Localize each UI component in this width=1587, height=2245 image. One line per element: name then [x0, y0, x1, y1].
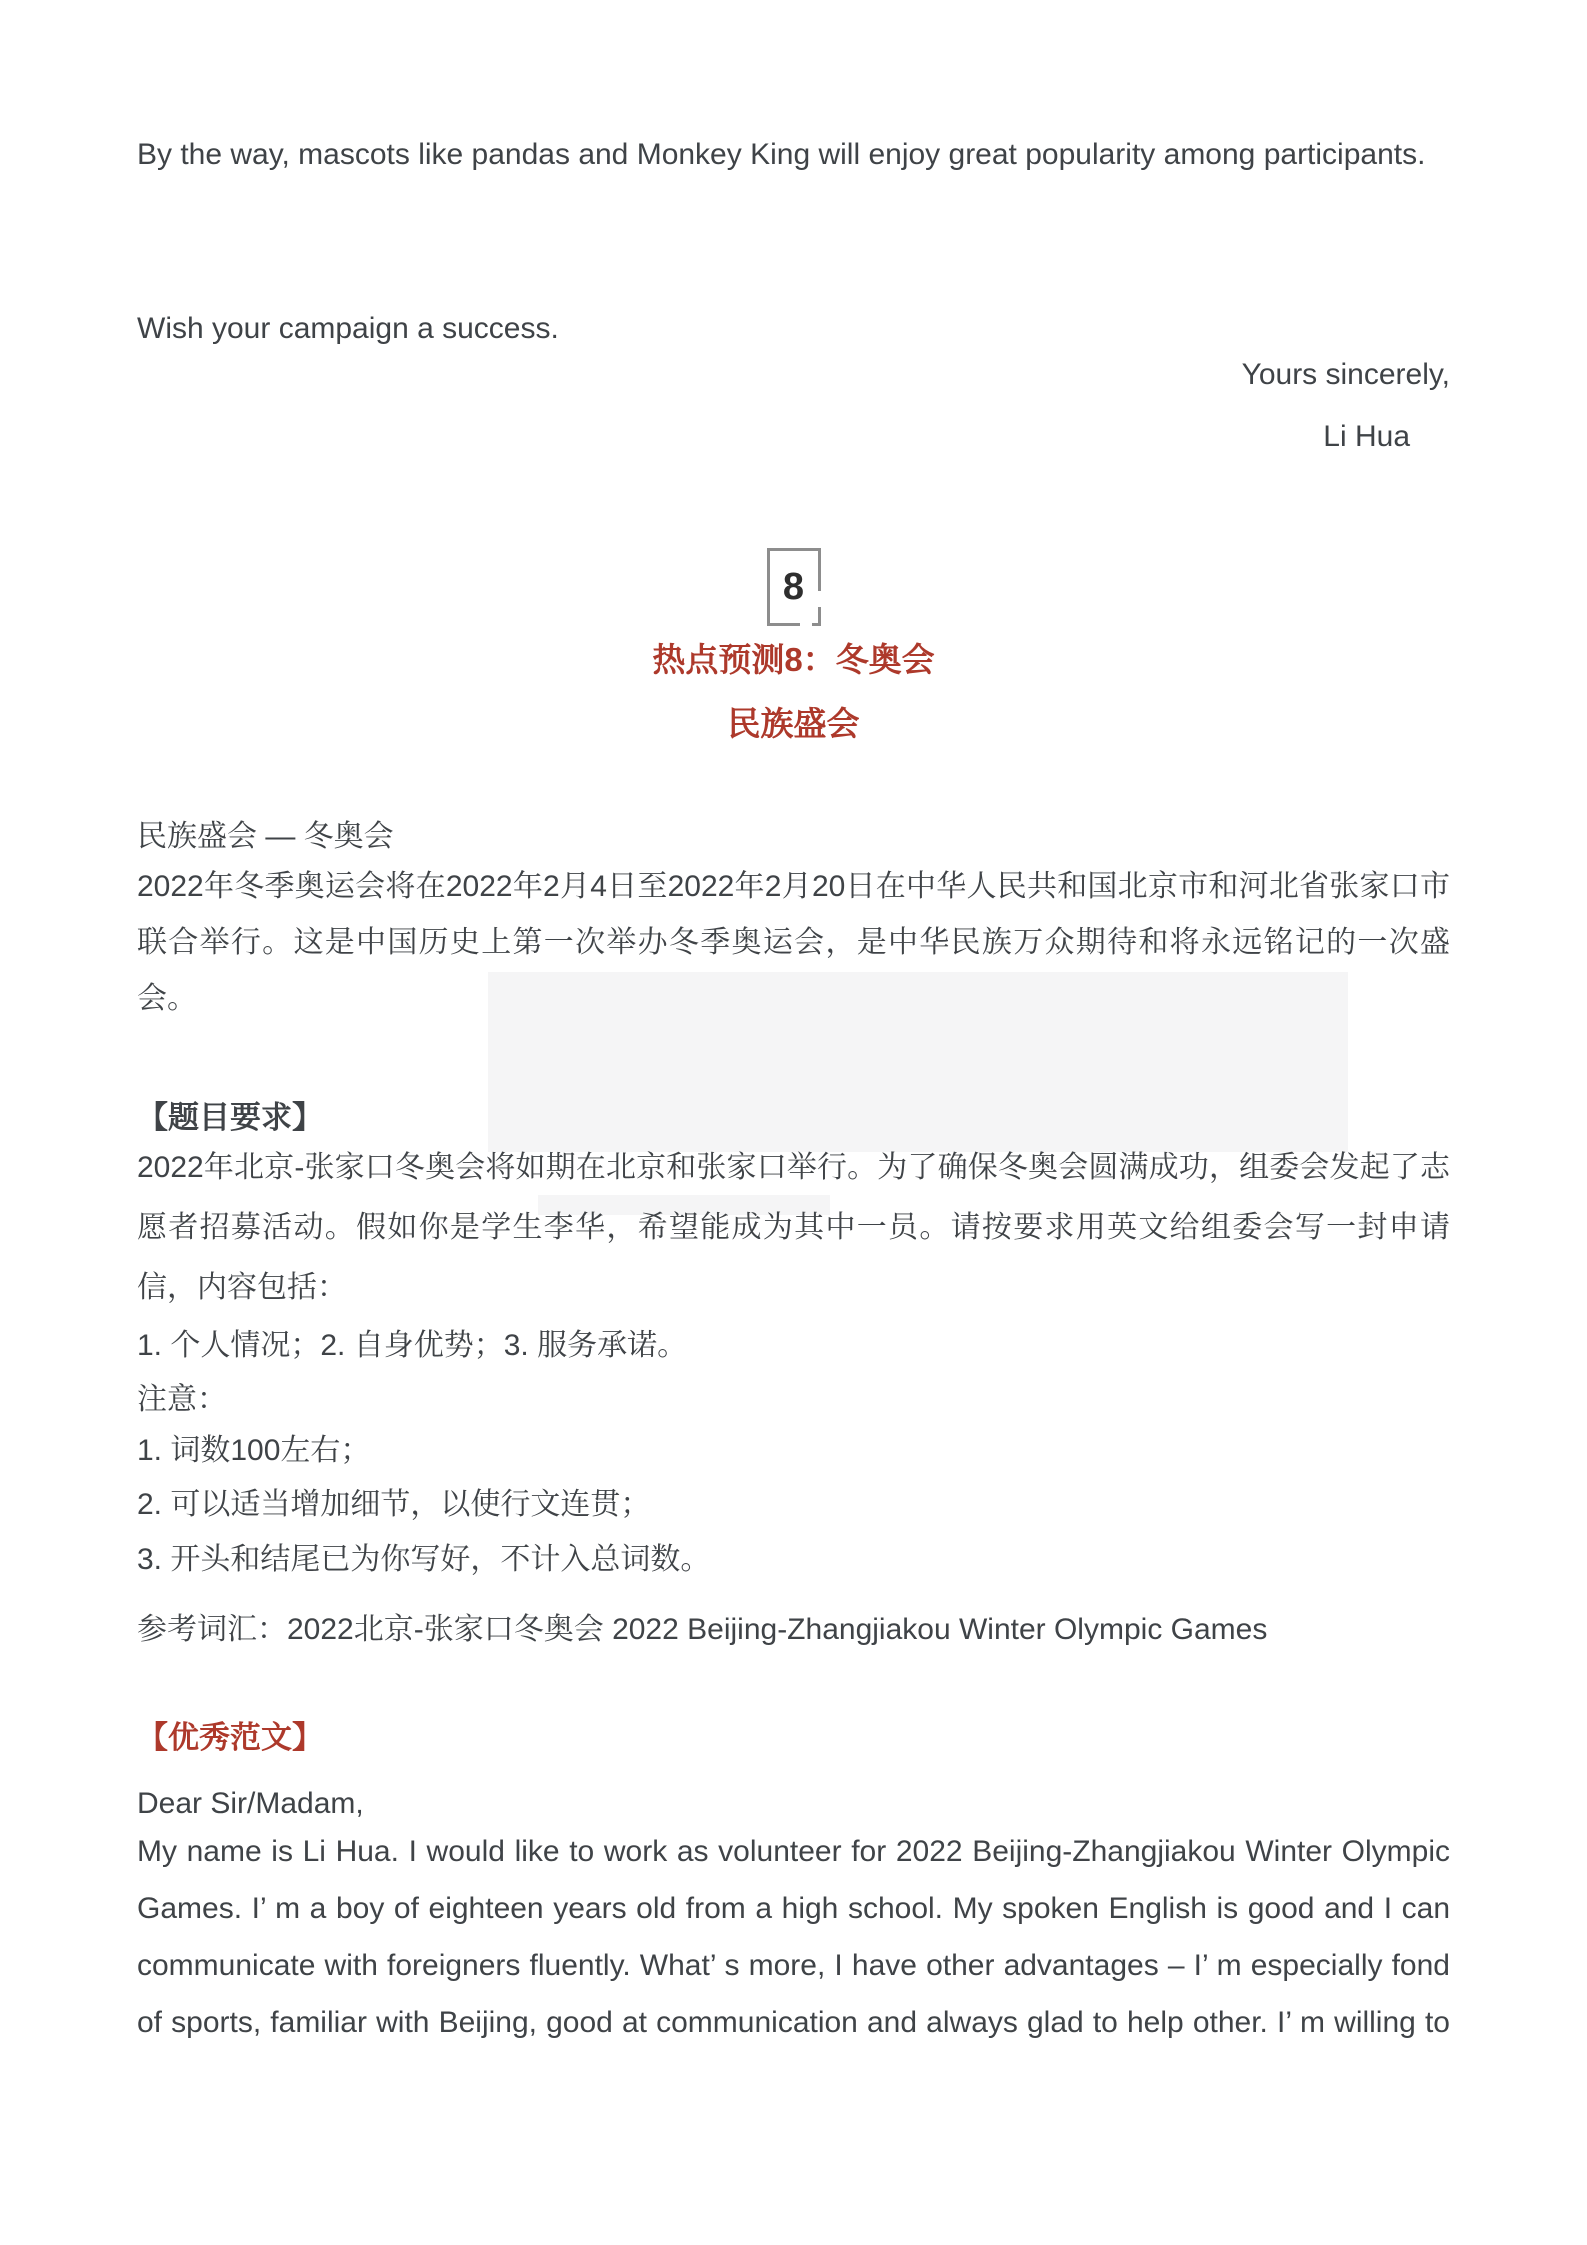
- requirements-heading: 【题目要求】: [137, 1100, 323, 1135]
- note-item-1: 1. 词数100左右；: [137, 1434, 371, 1467]
- section-heading-subtopic: 民族盛会: [727, 705, 860, 742]
- model-essay-heading: 【优秀范文】: [137, 1720, 323, 1755]
- badge-notch: [800, 621, 812, 627]
- letter-body-paragraph: By the way, mascots like pandas and Monkey King will enjoy great popularity among participants.: [137, 138, 1426, 171]
- notes-label: 注意：: [137, 1383, 227, 1416]
- essay-salutation: Dear Sir/Madam,: [137, 1787, 364, 1820]
- letter-closing: Yours sincerely,: [1241, 358, 1450, 391]
- section-number-badge: [767, 548, 821, 626]
- section-heading-topic: 热点预测8：冬奥会: [652, 641, 935, 678]
- requirements-body: 2022年北京-张家口冬奥会将如期在北京和张家口举行。为了确保冬奥会圆满成功，组委会发起了志愿者招募活动。假如你是学生李华，希望能成为其中一员。请按要求用英文给组委会写一封申请信，内容包括：: [137, 1151, 1450, 1304]
- reference-vocab: 参考词汇：2022北京-张家口冬奥会 2022 Beijing-Zhangjiakou Winter Olympic Games: [137, 1613, 1268, 1646]
- letter-signature: [137, 417, 1450, 457]
- letter-wish-line: Wish your campaign a success.: [137, 312, 559, 345]
- essay-body: My name is Li Hua. I would like to work as volunteer for 2022 Beijing-Zhangjiakou Winter Olympic Games. I’ m a boy of eighteen years old from a high school. My spoken English is good and I can communicate with foreigners fluently. What’ s more, I have other advantages – I’ m especially fond of sports, familiar with Beijing, good at communication and always glad to help other. I’ m willing to: [137, 1835, 1450, 2039]
- intro-body: 2022年冬季奥运会将在2022年2月4日至2022年2月20日在中华人民共和国北京市和河北省张家口市联合举行。这是中国历史上第一次举办冬季奥运会，是中华民族万众期待和将永远铭记的一次盛会。: [137, 870, 1450, 1015]
- requirements-points: 1. 个人情况；2. 自身优势；3. 服务承诺。: [137, 1329, 688, 1362]
- section-number: 8: [782, 565, 805, 608]
- note-item-3: 3. 开头和结尾已为你写好，不计入总词数。: [137, 1543, 711, 1576]
- intro-title: 民族盛会 — 冬奥会: [137, 820, 394, 853]
- signature-name: Li Hua: [1323, 420, 1410, 453]
- note-item-2: 2. 可以适当增加细节，以使行文连贯；: [137, 1488, 651, 1521]
- badge-notch: [816, 591, 822, 607]
